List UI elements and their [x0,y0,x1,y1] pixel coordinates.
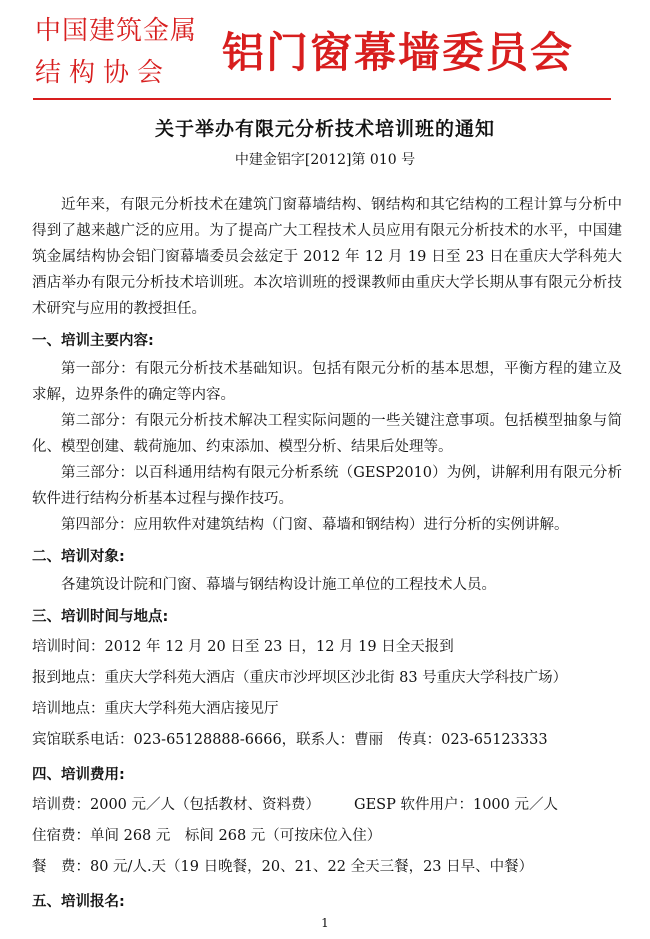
org-name-line-1: 中国建筑金属 [35,16,198,46]
training-location: 培训地点：重庆大学科苑大酒店接见厅 [32,701,279,717]
section-2-text: 各建筑设计院和门窗、幕墙与钢结构设计施工单位的工程技术人员。 [61,577,496,593]
letterhead [0,0,650,96]
org-name-line-2: 结构协会 [35,58,172,88]
committee-name: 铝门窗幕墙委员会 [222,28,575,77]
training-time: 培训时间：2012 年 12 月 20 日至 23 日，12 月 19 日全天报到 [32,639,454,655]
notice-title: 关于举办有限元分析技术培训班的通知 [154,118,495,140]
section-1-heading: 一、培训主要内容: [32,333,154,349]
section-4-heading: 四、培训费用: [32,767,125,783]
notice-body [32,192,622,917]
intro-paragraph: 近年来，有限元分析技术在建筑门窗幕墙结构、钢结构和其它结构的工程计算与分析中得到了越来越广泛的应用。为了提高广大工程技术人员应用有限元分析技术的水平，中国建筑金属结构协会铝门窗幕墙委员会兹定于 2012 年 12 月 19 日至 23 日在重庆大学科苑大酒店举办有限元分析技术培训班。本次培训班的授课教师由重庆大学长期从事有限元分析技术研究与应用的教授担任。 [32,197,622,317]
training-fee: 培训费：2000 元／人（包括教材、资料费） [32,797,321,813]
section-2-heading: 二、培训对象: [32,549,125,565]
section-1-item: 第四部分：应用软件对建筑结构（门窗、幕墙和钢结构）进行分析的实例讲解。 [61,517,569,533]
hotel-contact: 宾馆联系电话：023-65128888-6666，联系人：曹丽 传真：023-65123333 [32,732,548,748]
document-number: 中建金铝字[2012]第 010 号 [234,152,416,168]
section-1-item: 第二部分：有限元分析技术解决工程实际问题的一些关键注意事项。包括模型抽象与简化、模型创建、载荷施加、约束添加、模型分析、结果后处理等。 [32,413,622,455]
lodging-fee: 住宿费：单间 268 元 标间 268 元（可按床位入住） [32,828,382,844]
section-5-heading: 五、培训报名: [32,894,125,910]
check-in-location: 报到地点：重庆大学科苑大酒店（重庆市沙坪坝区沙北街 83 号重庆大学科技广场） [32,670,568,686]
section-1-item: 第一部分：有限元分析技术基础知识。包括有限元分析的基本思想，平衡方程的建立及求解，边界条件的确定等内容。 [32,361,622,403]
page-number: 1 [321,916,329,930]
training-fee-line [32,790,622,821]
letterhead-divider [33,98,611,100]
section-1-item: 第三部分：以百科通用结构有限元分析系统（GESP2010）为例，讲解利用有限元分析软件进行结构分析基本过程与操作技巧。 [32,465,622,507]
section-3-heading: 三、培训时间与地点: [32,609,169,625]
gesp-user-fee: GESP 软件用户：1000 元／人 [354,797,558,813]
meal-fee: 餐 费：80 元/人.天（19 日晚餐，20、21、22 全天三餐，23 日早、中餐） [32,859,534,875]
